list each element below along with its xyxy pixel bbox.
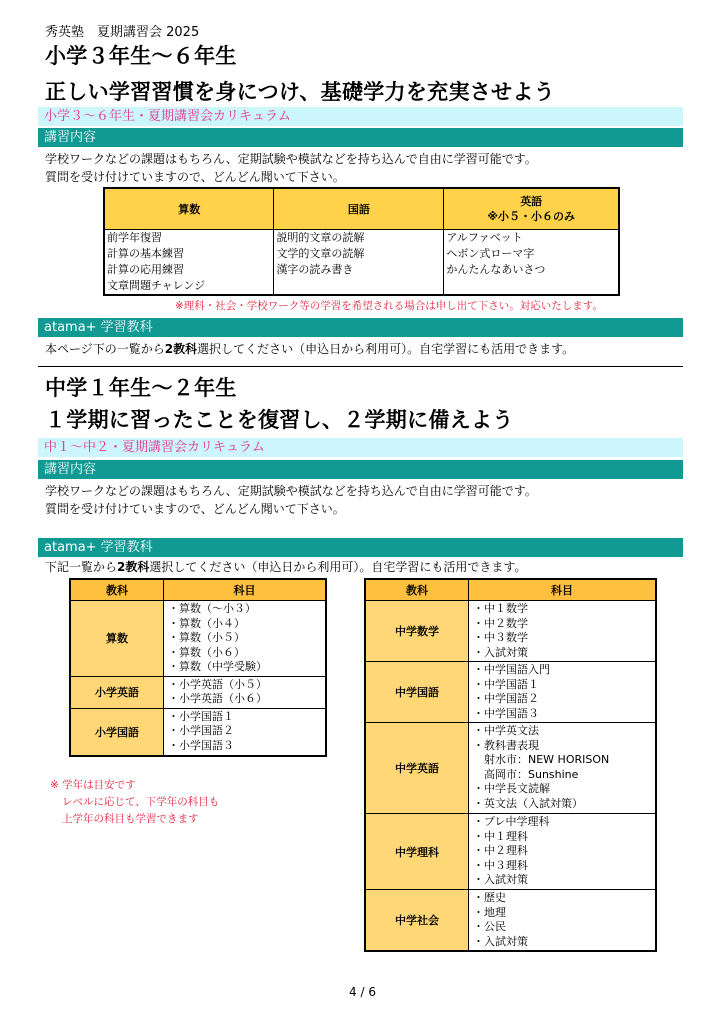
- table-row: [365, 601, 656, 662]
- table-row: [70, 708, 326, 756]
- grade-note-line3: 上学年の科目も学習できます: [62, 813, 199, 825]
- list-item: 漢字の読み書き: [276, 263, 354, 276]
- jhs-atama-suffix: 選択してください（申込日から利用可）。自宅学習にも活用できます。: [149, 560, 527, 574]
- list-item: かんたんなあいさつ: [446, 263, 546, 276]
- elem-desc-line2: 質問を受け付けていますので、どんどん聞いて下さい。: [45, 170, 345, 184]
- jhs-content-bar: 講習内容: [38, 460, 683, 479]
- table-row: [365, 890, 656, 952]
- elem-atama-suffix: 選択してください（申込日から利用可）。自宅学習にも活用できます。: [197, 342, 575, 356]
- table-row: [70, 601, 326, 677]
- jhs-atama-bold: 2教科: [117, 560, 150, 574]
- jhs-atama-text: [45, 558, 526, 576]
- grade-note-line1: ※ 学年は目安です: [50, 779, 136, 791]
- courses-cell: [469, 662, 657, 723]
- courses-cell: [164, 601, 327, 677]
- jhs-atama-bar: atama+ 学習教科: [38, 538, 683, 557]
- elem-japanese-topics: [274, 230, 444, 296]
- list-item: ・地理: [473, 905, 506, 919]
- subject-cell: [70, 676, 164, 708]
- list-item: ・中学国語１: [473, 677, 539, 691]
- elem-atama-prefix: 本ページ下の一覧から: [45, 342, 165, 356]
- elem-atama-table: [69, 578, 327, 757]
- right-header-course-label: 科目: [551, 584, 573, 597]
- subject-label: 小学国語: [95, 725, 139, 739]
- courses-cell: [164, 708, 327, 756]
- section-divider: [38, 366, 683, 367]
- list-item: アルファベット: [446, 231, 523, 244]
- subject-cell: [365, 890, 469, 952]
- left-header-subject: [70, 579, 164, 601]
- list-item: ・入試対策: [473, 645, 528, 659]
- list-item: ・算数（中学受験）: [168, 660, 267, 673]
- list-item: ・中学国語３: [473, 706, 539, 720]
- list-item: ・算数（小６）: [168, 645, 245, 659]
- list-item: ・中２理科: [473, 844, 528, 857]
- elem-atama-bold: 2教科: [164, 342, 198, 356]
- courses-cell: [469, 601, 657, 662]
- list-item: 文章問題チャレンジ: [107, 279, 206, 292]
- courses-cell: [469, 723, 657, 814]
- courses-cell: [164, 676, 327, 708]
- elem-subtitle: 正しい学習習慣を身につけ、基礎学力を充実させよう: [45, 80, 555, 104]
- list-item: ・小学国語３: [168, 738, 234, 752]
- elem-math-topics: [104, 230, 274, 296]
- courses-cell: [469, 890, 657, 952]
- elem-header-japanese: [274, 188, 444, 230]
- subject-cell: [365, 601, 469, 662]
- elem-content-bar: 講習内容: [38, 128, 683, 147]
- jhs-desc-line2: 質問を受け付けていますので、どんどん聞いて下さい。: [45, 502, 345, 516]
- list-item: ・中２数学: [473, 616, 528, 630]
- list-item: ・プレ中学理科: [473, 815, 550, 828]
- list-item: 説明的文章の読解: [276, 231, 365, 244]
- jhs-curriculum-bar: 中１～中２・夏期講習会カリキュラム: [38, 438, 683, 457]
- table-row: [365, 723, 656, 814]
- subject-cell: [70, 708, 164, 756]
- right-header-subject-label: 教科: [406, 584, 428, 597]
- list-item: ・入試対策: [473, 873, 528, 886]
- elem-header-math: [104, 188, 274, 230]
- list-item: ・中３理科: [473, 858, 528, 872]
- list-item: ・中１理科: [473, 829, 528, 843]
- jhs-atama-table: [364, 578, 657, 952]
- subject-cell: [365, 662, 469, 723]
- elem-header-math-label: 算数: [178, 202, 201, 216]
- elem-desc-line1: 学校ワークなどの課題はもちろん、定期試験や模試などを持ち込んで自由に学習可能です。: [45, 152, 537, 166]
- grade-note-line2: レベルに応じて、下学年の科目も: [62, 796, 220, 808]
- subject-cell: [365, 814, 469, 890]
- right-header-course: [469, 579, 657, 601]
- elem-title: 小学３年生～６年生: [45, 44, 237, 68]
- list-item: ・英文法（入試対策）: [473, 796, 583, 810]
- page-number: 4 / 6: [349, 985, 376, 999]
- list-item: ・歴史: [473, 891, 506, 904]
- list-item: ・算数（～小３）: [168, 602, 256, 615]
- subject-cell: [70, 601, 164, 677]
- jhs-subtitle: １学期に習ったことを復習し、２学期に備えよう: [45, 408, 514, 432]
- list-item: ・公民: [473, 920, 506, 933]
- list-item: ・教科書表現: [473, 738, 539, 752]
- list-item: ・小学英語（小６）: [168, 692, 267, 705]
- list-item: 文学的文章の読解: [276, 247, 365, 260]
- grade-note: [50, 777, 219, 828]
- elem-header-japanese-label: 国語: [347, 202, 370, 216]
- list-item: 前学年復習: [107, 231, 162, 244]
- left-header-course-label: 科目: [233, 584, 256, 597]
- courses-cell: [469, 814, 657, 890]
- subject-label: 中学数学: [395, 625, 439, 638]
- list-item: 計算の応用練習: [107, 263, 184, 276]
- jhs-title: 中学１年生～２年生: [45, 376, 237, 400]
- elem-curriculum-bar: 小学３～６年生・夏期講習会カリキュラム: [38, 107, 683, 126]
- list-item: 高岡市：Sunshine: [473, 767, 579, 781]
- list-item: ・中学英文法: [473, 724, 539, 737]
- elem-curriculum-table: [103, 187, 620, 296]
- elem-header-english-label: 英語 ※小５・小６のみ: [487, 195, 576, 223]
- elem-note: ※理科・社会・学校ワーク等の学習を希望される場合は申し出て下さい。対応いたします。: [175, 300, 603, 312]
- subject-label: 中学社会: [395, 914, 439, 927]
- subject-label: 中学国語: [395, 686, 439, 699]
- elem-english-topics: [444, 230, 619, 296]
- list-item: ・算数（小４）: [168, 616, 245, 630]
- subject-label: 算数: [106, 632, 128, 646]
- jhs-desc-line1: 学校ワークなどの課題はもちろん、定期試験や模試などを持ち込んで自由に学習可能です。: [45, 484, 537, 498]
- school-header: 秀英塾 夏期講習会 2025: [45, 25, 200, 40]
- list-item: ・算数（小５）: [168, 631, 245, 644]
- left-header-subject-label: 教科: [106, 584, 128, 597]
- elem-description: [45, 150, 537, 186]
- list-item: 射水市：NEW HORISON: [473, 753, 610, 766]
- list-item: ・中学国語２: [473, 692, 539, 705]
- jhs-atama-prefix: 下記一覧から: [45, 560, 118, 574]
- elem-atama-bar: atama+ 学習教科: [38, 318, 683, 337]
- elem-header-english: [444, 188, 619, 230]
- list-item: ・中３数学: [473, 631, 528, 644]
- subject-cell: [365, 723, 469, 814]
- list-item: ・中学国語入門: [473, 663, 550, 676]
- list-item: 計算の基本練習: [107, 247, 184, 260]
- table-row: [365, 662, 656, 723]
- table-row: [70, 676, 326, 708]
- subject-label: 小学英語: [95, 686, 139, 699]
- list-item: ・小学国語１: [168, 709, 234, 723]
- subject-label: 中学理科: [395, 845, 439, 859]
- list-item: ・中学長文読解: [473, 782, 550, 795]
- list-item: ・中１数学: [473, 602, 528, 615]
- right-header-subject: [365, 579, 469, 601]
- list-item: ・小学国語２: [168, 724, 234, 737]
- left-header-course: [164, 579, 327, 601]
- subject-label: 中学英語: [395, 762, 439, 775]
- jhs-description: [45, 482, 537, 518]
- list-item: ・小学英語（小５）: [168, 677, 267, 691]
- table-row: [365, 814, 656, 890]
- list-item: ヘボン式ローマ字: [446, 247, 535, 260]
- list-item: ・入試対策: [473, 934, 528, 948]
- elem-atama-text: [45, 340, 574, 358]
